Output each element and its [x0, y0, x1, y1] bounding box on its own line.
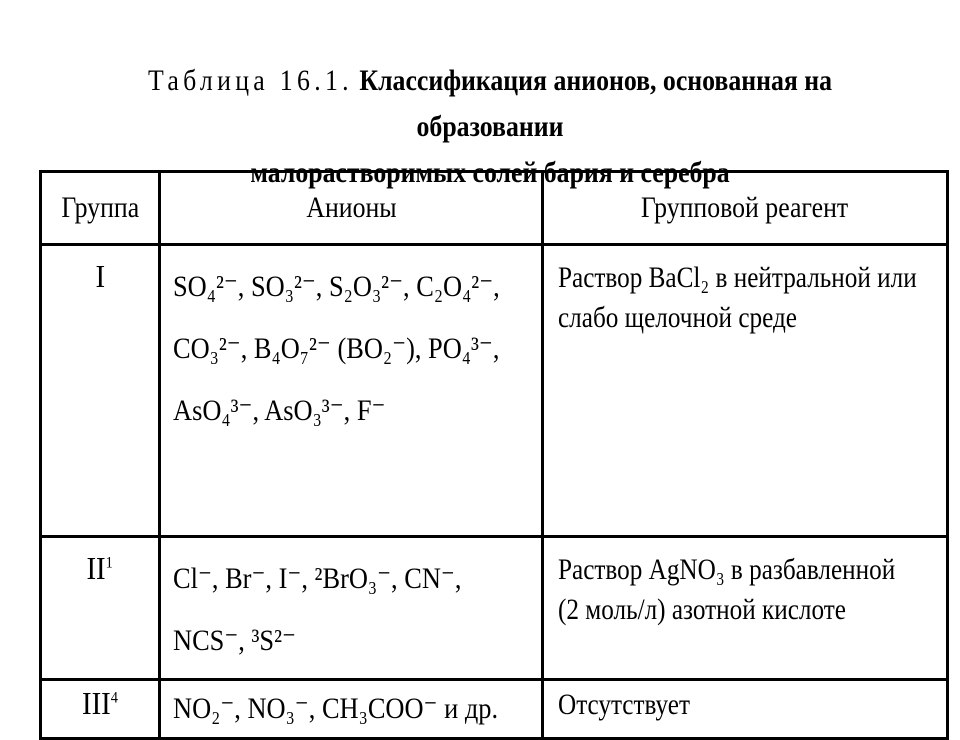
group-number: I [95, 258, 105, 294]
group-cell [41, 245, 160, 537]
anion-line: AsO₄³⁻, AsO₃³⁻, F⁻ [173, 394, 386, 427]
anion-line: NCS⁻, ³S²⁻ [173, 624, 296, 657]
group-cell [41, 537, 160, 680]
header-row [41, 172, 948, 245]
header-anions: Анионы [160, 172, 543, 245]
caption-line-2: малорастворимых солей бария и серебра [250, 156, 730, 189]
reagent-line: Отсутствует [558, 688, 690, 721]
group-number: III [82, 685, 111, 721]
caption-line-1: Классификация анионов, основанная на образовании [359, 64, 833, 143]
anion-line: Cl⁻, Br⁻, I⁻, ²BrO₃⁻, CN⁻, [173, 562, 462, 595]
anions-cell [160, 680, 543, 739]
caption-prefix: Таблица 16.1. [147, 64, 353, 97]
anion-line: NO₂⁻, NO₃⁻, CH₃COO⁻ и др. [173, 692, 499, 725]
table-row [41, 680, 948, 739]
header-group: Группа [41, 172, 160, 245]
table-row [41, 537, 948, 680]
table-row [41, 245, 948, 537]
reagent-line: Раствор AgNO₃ в разбавленной [558, 553, 896, 586]
anions-cell [160, 537, 543, 680]
header-reagent: Групповой реагент [543, 172, 948, 245]
reagent-cell [543, 680, 948, 739]
reagent-cell [543, 537, 948, 680]
reagent-cell [543, 245, 948, 537]
anion-classification-table [39, 170, 949, 740]
group-footnote: 1 [105, 554, 114, 572]
group-cell [41, 680, 160, 739]
reagent-line: слабо щелочной среде [558, 301, 797, 334]
reagent-line: (2 моль/л) азотной кислоте [558, 593, 846, 626]
reagent-line: Раствор BaCl₂ в нейтральной или [558, 261, 917, 294]
anion-line: CO₃²⁻, B₄O₇²⁻ (BO₂⁻), PO₄³⁻, [173, 332, 500, 365]
group-footnote: 4 [110, 689, 118, 707]
anion-line: SO₄²⁻, SO₃²⁻, S₂O₃²⁻, C₂O₄²⁻, [173, 270, 500, 303]
group-number: II [86, 550, 106, 586]
anions-cell [160, 245, 543, 537]
